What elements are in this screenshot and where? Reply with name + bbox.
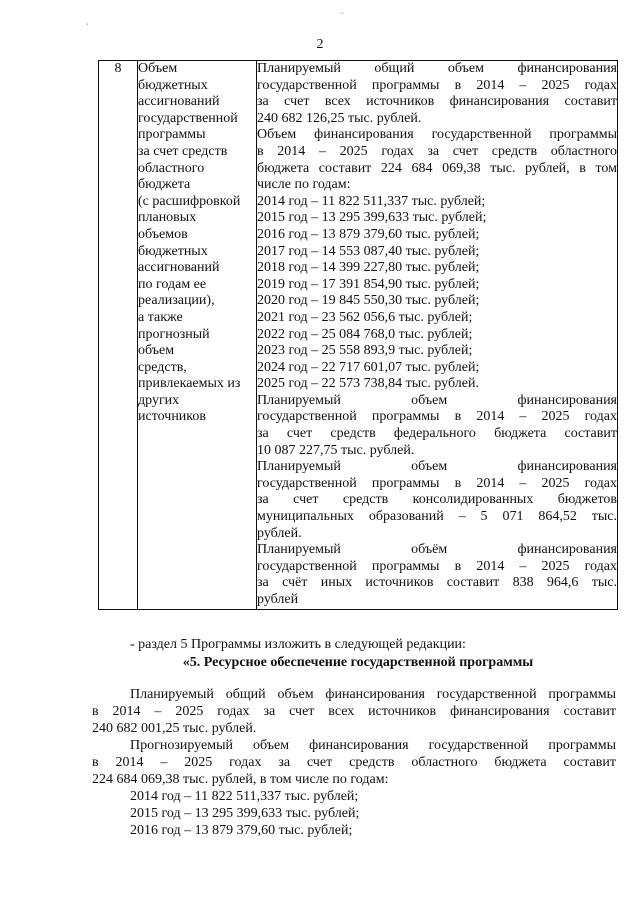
other-sources-line: рублей [257, 592, 299, 607]
year-amount: 2024 год – 22 717 601,07 тыс. рублей; [257, 359, 480, 375]
year-amount: 2021 год – 23 562 056,6 тыс. рублей; [257, 309, 473, 325]
name-line: ассигнований [138, 94, 220, 110]
body-paragraph-line: Планируемый общий объем финансирования государственной программы [130, 687, 616, 702]
amendment-intro: - раздел 5 Программы изложить в следующей редакции: [130, 637, 466, 652]
name-line: плановых [138, 210, 197, 226]
federal-budget-line: за счет средств федерального бюджета составит [257, 426, 617, 442]
name-line: других [138, 392, 180, 408]
name-line: (с расшифровкой [138, 193, 241, 209]
other-sources-line: за счёт иных источников составит 838 964,6 тыс. [257, 575, 617, 591]
scan-speck: ~ [340, 10, 344, 18]
body-year-amount: 2016 год – 13 879 379,60 тыс. рублей; [130, 823, 353, 838]
other-sources-line: Планируемый объём финансирования [257, 542, 617, 558]
year-amount: 2015 год – 13 295 399,633 тыс. рублей; [257, 210, 487, 226]
body-paragraph-line: Прогнозируемый объем финансирования государственной программы [130, 738, 616, 753]
name-line: программы [138, 127, 206, 143]
name-line: объемов [138, 226, 188, 242]
name-line: реализации), [138, 293, 215, 309]
name-line: а также [138, 309, 183, 325]
year-amount: 2025 год – 22 573 738,84 тыс. рублей. [257, 376, 479, 392]
name-line: по годам ее [138, 276, 207, 292]
regional-budget-line: числе по годам: [257, 177, 351, 193]
year-amount: 2014 год – 11 822 511,337 тыс. рублей; [257, 193, 486, 209]
scan-speck: › [86, 20, 89, 28]
year-amount: 2017 год – 14 553 087,40 тыс. рублей; [257, 243, 480, 259]
municipal-budget-line: рублей. [257, 525, 302, 541]
row-name-cell [138, 61, 257, 610]
year-amount: 2020 год – 19 845 550,30 тыс. рублей; [257, 293, 480, 309]
name-line: привлекаемых из [138, 376, 241, 392]
name-line: объем [138, 343, 175, 359]
name-line: бюджета [138, 177, 191, 193]
section-body [92, 686, 616, 839]
name-line: областного [138, 160, 205, 176]
year-amount: 2019 год – 17 391 854,90 тыс. рублей; [257, 276, 480, 292]
name-line: Объем [138, 61, 178, 76]
name-line: бюджетных [138, 77, 208, 93]
funding-total-line: 240 682 126,25 тыс. рублей. [257, 110, 422, 126]
name-line: бюджетных [138, 243, 208, 259]
municipal-budget-line: государственной программы в 2014 – 2025 годах [257, 475, 617, 491]
year-amount: 2023 год – 25 558 893,9 тыс. рублей; [257, 343, 473, 359]
name-line: государственной [138, 110, 238, 126]
page-number: 2 [316, 37, 324, 52]
body-year-amount: 2014 год – 11 822 511,337 тыс. рублей; [130, 789, 359, 804]
year-amount: 2018 год – 14 399 227,80 тыс. рублей; [257, 260, 480, 276]
regional-budget-line: Объем финансирования государственной программы [257, 127, 617, 143]
municipal-budget-line: муниципальных образований – 5 071 864,52 тыс. [257, 509, 617, 525]
municipal-budget-line: за счет средств консолидированных бюджетов [257, 492, 617, 508]
section-heading: «5. Ресурсное обеспечение государственной программы [182, 655, 534, 670]
body-paragraph-line: 240 682 001,25 тыс. рублей. [92, 721, 257, 736]
body-paragraph-line: в 2014 – 2025 годах за счет средств областного бюджета составит [92, 755, 616, 770]
body-paragraph-line: в 2014 – 2025 годах за счет всех источников финансирования составит [92, 704, 616, 719]
row-content-cell [257, 61, 618, 610]
name-line: прогнозный [138, 326, 210, 342]
table-row [99, 61, 618, 610]
funding-total-line: за счет всех источников финансирования составит [257, 94, 617, 110]
name-line: источников [138, 409, 207, 425]
funding-total-line: Планируемый общий объем финансирования [257, 61, 617, 76]
body-paragraph-line: 224 684 069,38 тыс. рублей, в том числе по годам: [92, 772, 389, 787]
body-year-amount: 2015 год – 13 295 399,633 тыс. рублей; [130, 806, 360, 821]
name-line: за счет средств [138, 143, 228, 159]
federal-budget-line: Планируемый объем финансирования [257, 392, 617, 408]
other-sources-line: государственной программы в 2014 – 2025 годах [257, 558, 617, 574]
row-number: 8 [99, 61, 138, 610]
regional-budget-line: бюджета составит 224 684 069,38 тыс. рублей, в том [257, 160, 617, 176]
federal-budget-line: 10 087 227,75 тыс. рублей. [257, 442, 415, 458]
year-amount: 2016 год – 13 879 379,60 тыс. рублей; [257, 226, 480, 242]
program-passport-table [98, 60, 618, 610]
funding-total-line: государственной программы в 2014 – 2025 годах [257, 77, 617, 93]
municipal-budget-line: Планируемый объем финансирования [257, 459, 617, 475]
name-line: ассигнований [138, 260, 220, 276]
name-line: средств, [138, 359, 187, 375]
federal-budget-line: государственной программы в 2014 – 2025 годах [257, 409, 617, 425]
regional-budget-line: в 2014 – 2025 годах за счет средств областного [257, 143, 617, 159]
year-amount: 2022 год – 25 084 768,0 тыс. рублей; [257, 326, 473, 342]
